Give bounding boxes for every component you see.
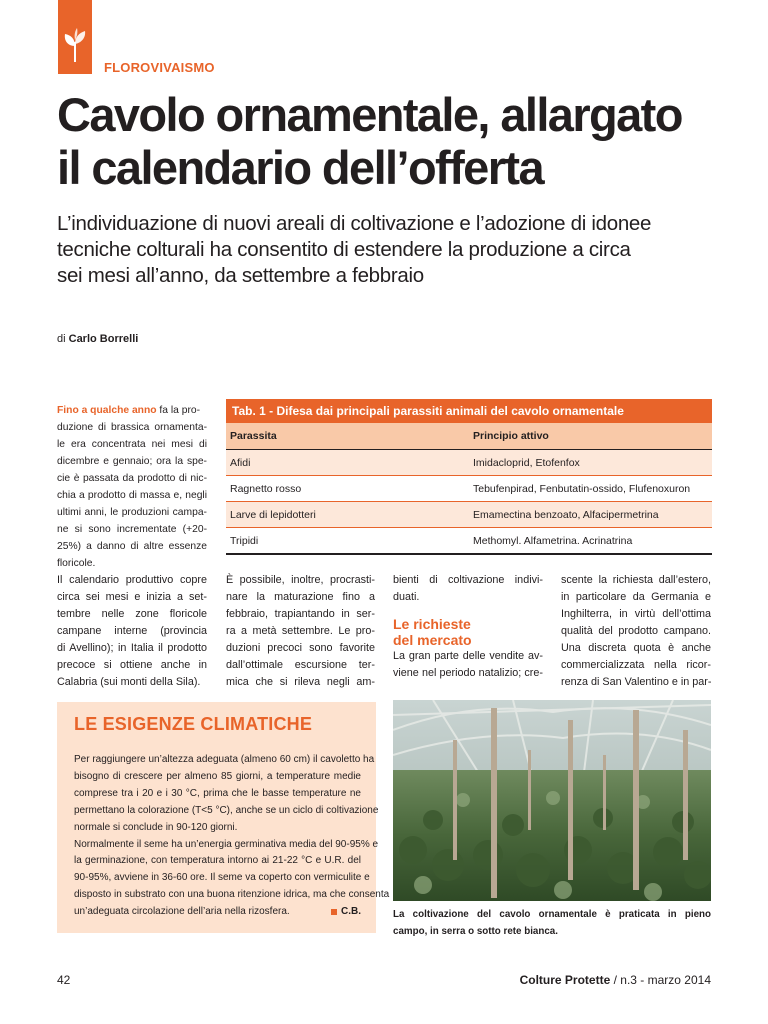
section-heading: Le richieste del mercato (393, 616, 472, 648)
magazine-logo (58, 0, 92, 74)
subtitle-line: tecniche colturali ha consentito di estendere la produzione a circa (57, 238, 631, 261)
table-cell: Methomyl. Alfametrina. Acrinatrina (473, 534, 633, 547)
column-line: duzioni precoci sono favorite (226, 642, 375, 654)
column-line: 25%) a danno di altre essenze (57, 541, 207, 552)
column-4 (561, 572, 711, 691)
column-line: in particolare da Germania e (561, 591, 711, 603)
photo-caption (393, 906, 711, 940)
column-line: commercializzata nella ricor- (561, 659, 711, 671)
column-line: tembre nelle zone floricole (57, 608, 207, 620)
column-line: dicembre e gennaio; ora la spe- (57, 456, 207, 467)
caption-line: La coltivazione del cavolo ornamentale è praticata in pieno (393, 909, 711, 920)
column-line: Calabria (sui monti della Sila). (57, 676, 201, 688)
table-cell: Afidi (230, 456, 251, 469)
table-cell: Ragnetto rosso (230, 482, 302, 495)
title-line: Cavolo ornamentale, allargato (57, 88, 682, 141)
column-line: duzione di brassica ornamenta- (57, 422, 207, 433)
subtitle-line: L’individuazione di nuovi areali di coltivazione e l’adozione di idonee (57, 212, 652, 235)
column-line: duati. (393, 591, 420, 603)
column-line: ultimi anni, le produzioni campa- (57, 507, 207, 518)
pest-table (226, 399, 712, 555)
box-line: disposto in substrato con una buona ritenzione idrica, ma che consenta (74, 889, 390, 901)
table-header-cell: Principio attivo (473, 430, 549, 442)
column-line: scente la richiesta dall’estero, (561, 574, 711, 586)
column-line: circa sei mesi e inizia a set- (57, 591, 207, 603)
author-name: Carlo Borrelli (68, 333, 139, 345)
section-label: FLOROVIVAISMO (104, 60, 215, 75)
table-cell: Imidacloprid, Etofenfox (473, 456, 580, 469)
column-line: qualità del prodotto campano. (561, 625, 711, 637)
column-line: La gran parte delle vendite av- (393, 650, 543, 662)
column-line: precoce si ottiene anche in (57, 659, 207, 671)
column-1 (57, 402, 207, 691)
square-bullet-icon (331, 909, 337, 915)
column-line: chia a prodotto di massa e, negli (57, 490, 207, 501)
footer-magazine (520, 973, 711, 987)
caption-line: campo, in serra o sotto rete bianca. (393, 926, 558, 937)
column-line: Inghilterra, in virtù dell’ottima (561, 608, 711, 620)
column-line: È possibile, inoltre, procrasti- (226, 574, 375, 586)
column-line: le era concentrata nei mesi di (57, 439, 207, 450)
box-title: LE ESIGENZE CLIMATICHE (74, 714, 313, 734)
lead-in: Fino a qualche anno (57, 405, 157, 416)
column-line: Una discreta quota è anche (561, 642, 711, 654)
table-cell: Larve di lepidotteri (230, 508, 316, 521)
column-2 (226, 572, 375, 691)
table-header-row (226, 423, 712, 450)
column-line: febbraio, trapiantando in ser- (226, 608, 375, 620)
box-line: Normalmente il seme ha un’energia germinativa media del 90-95% e (74, 838, 379, 850)
box-line: normale si conclude in 90-120 giorni. (74, 821, 238, 833)
box-line: bisogno di crescere per almeno 85 giorni, a temperature medie (74, 770, 361, 782)
box-line: Per raggiungere un’altezza adeguata (almeno 60 cm) il cavoletto ha (74, 754, 375, 765)
column-line: di Avellino); in Italia il prodotto (57, 642, 207, 654)
column-line: viene nel periodo natalizio; cre- (393, 667, 543, 679)
box-line: 90-95%, avviene in 36-60 ore. Il seme va coperto con vermiculite e (74, 872, 370, 884)
table-row (226, 476, 712, 502)
box-line: permettano la colorazione (T<5 °C), anche se un ciclo di coltivazione (74, 804, 379, 816)
column-line: renza di San Valentino e in par- (561, 676, 712, 688)
magazine-name: Colture Protette (519, 973, 611, 987)
column-line: floricole. (57, 558, 96, 569)
table-title: Tab. 1 - Difesa dai principali parassiti animali del cavolo ornamentale (226, 399, 712, 423)
table-cell: Emamectina benzoato, Alfacipermetrina (473, 508, 659, 521)
table-row (226, 502, 712, 528)
column-line: mica che si rileva negli am- (226, 676, 375, 688)
column-line: ne si sono incrementate (+20- (57, 524, 207, 535)
box-text (74, 752, 390, 921)
byline (57, 333, 138, 345)
column-line: Fino a qualche anno fa la pro- (57, 405, 201, 416)
column-line: cie è passata da prodotto di nic- (57, 473, 207, 484)
table-cell: Tebufenpirad, Fenbutatin-ossido, Flufenoxuron (473, 482, 691, 495)
box-line: comprese tra i 20 e i 30 °C, prima che le basse temperature ne (74, 787, 361, 799)
climate-sidebar-box (57, 702, 390, 933)
table-row (226, 450, 712, 476)
table-cell: Tripidi (230, 534, 259, 547)
column-line: campane interne (provincia (57, 625, 207, 637)
article-title (57, 88, 737, 194)
issue-info: / n.3 - marzo 2014 (610, 973, 711, 987)
box-line: la germinazione, con temperatura intorno ai 21-22 °C e U.R. del (74, 855, 361, 867)
page-number: 42 (57, 973, 71, 987)
column-line: dall’ottimale escursione ter- (226, 659, 375, 671)
table-row (226, 528, 712, 555)
title-line: il calendario dell’offerta (57, 141, 543, 194)
table-header-cell: Parassita (230, 430, 277, 442)
article-subtitle (57, 211, 717, 289)
column-line: ra a metà settembre. Le pro- (226, 625, 375, 637)
greenhouse-image (393, 700, 711, 901)
byline-prefix: di (57, 333, 66, 345)
subtitle-line: sei mesi all’anno, da settembre a febbraio (57, 264, 424, 287)
column-line: bienti di coltivazione indivi- (393, 574, 543, 586)
box-line: un’adeguata circolazione dell’aria nella rizosfera. C.B. (74, 904, 361, 921)
column-3 (393, 572, 543, 682)
plant-icon (61, 28, 89, 62)
column-line: Il calendario produttivo copre (57, 574, 207, 586)
box-signature: C.B. (331, 904, 361, 921)
column-line: nare la maturazione fino a (226, 591, 375, 603)
greenhouse-photo (393, 700, 711, 901)
